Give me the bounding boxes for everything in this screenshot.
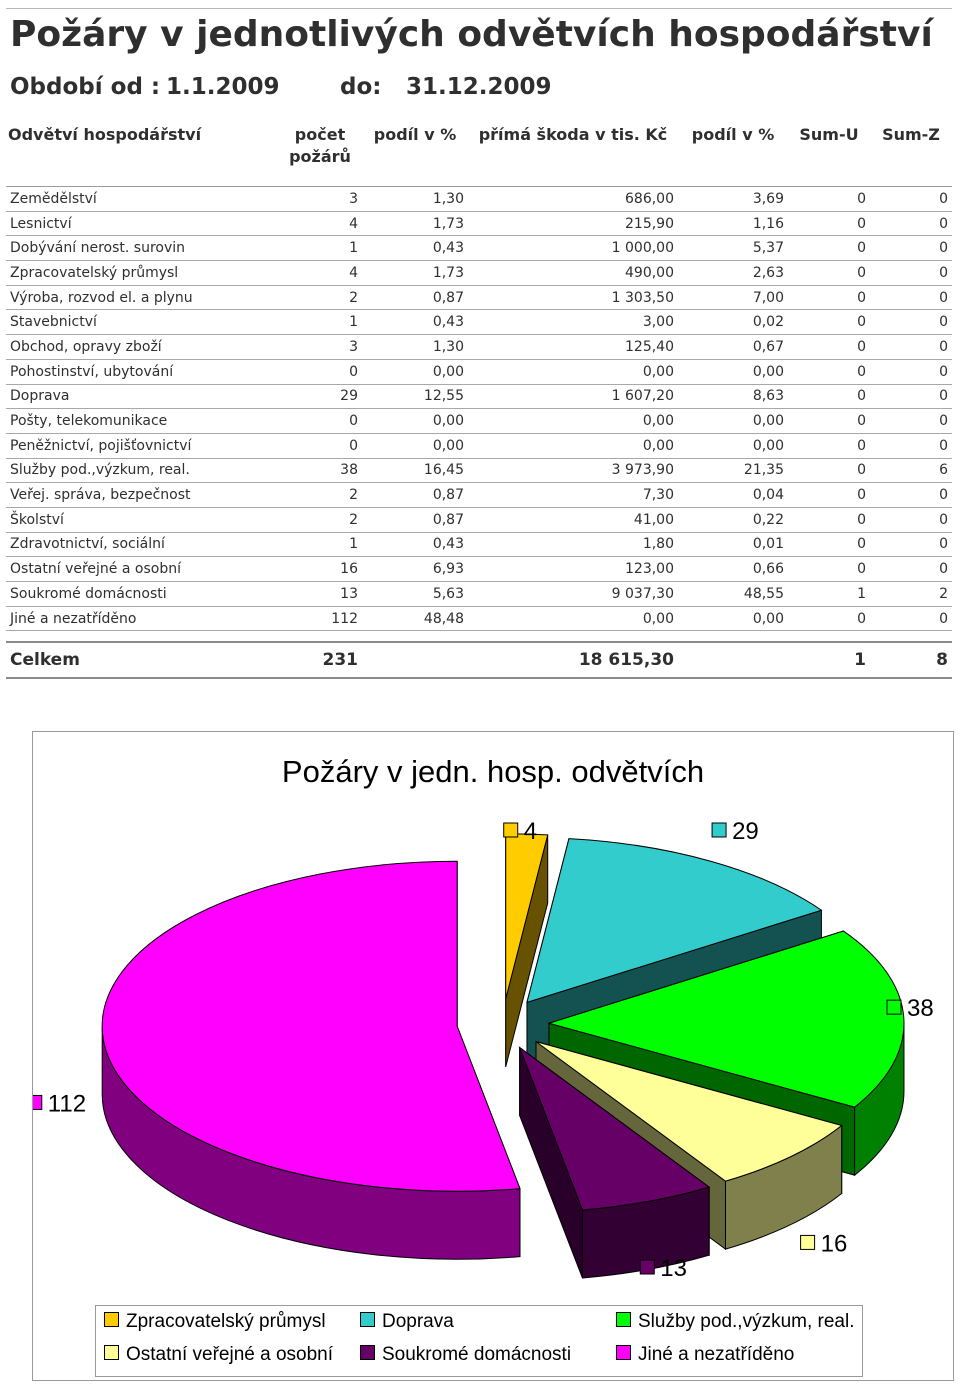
- data-label-key: [712, 823, 726, 837]
- table-cell: 5,37: [678, 236, 788, 261]
- table-cell: 0,01: [678, 532, 788, 557]
- table-cell: 0,43: [362, 236, 468, 261]
- legend-item: [616, 1311, 854, 1333]
- table-cell: 0,00: [678, 606, 788, 631]
- table-cell: 0: [870, 236, 952, 261]
- period-from-label: Období od :: [10, 74, 161, 100]
- table-cell: 1 303,50: [468, 285, 678, 310]
- table-cell: 2: [278, 285, 362, 310]
- column-header: podíl v %: [678, 120, 788, 187]
- chart-title: Požáry v jedn. hosp. odvětvích: [281, 754, 705, 789]
- table-cell: 1,16: [678, 211, 788, 236]
- legend-swatch: [360, 1345, 375, 1360]
- table-total-row: [6, 642, 952, 678]
- column-header: Odvětví hospodářství: [6, 120, 278, 187]
- table-cell: 0: [870, 557, 952, 582]
- table-cell: 7,00: [678, 285, 788, 310]
- legend-item: [104, 1344, 333, 1366]
- table-cell: 0: [870, 310, 952, 335]
- table-cell: 123,00: [468, 557, 678, 582]
- table-row: [6, 335, 952, 360]
- table-cell: Ostatní veřejné a osobní: [6, 557, 278, 582]
- table-cell: 0: [870, 532, 952, 557]
- table-cell: 0: [788, 261, 870, 286]
- total-cell: [362, 642, 468, 678]
- table-cell: 0: [870, 261, 952, 286]
- period-to-value: 31.12.2009: [406, 74, 552, 100]
- table-cell: 2: [278, 483, 362, 508]
- table-cell: 48,48: [362, 606, 468, 631]
- table-cell: 0: [788, 211, 870, 236]
- table-cell: 0,43: [362, 532, 468, 557]
- table-cell: 41,00: [468, 507, 678, 532]
- table-cell: 0: [788, 236, 870, 261]
- table-cell: 0: [788, 606, 870, 631]
- table-cell: 1,80: [468, 532, 678, 557]
- table-cell: 0,00: [362, 359, 468, 384]
- table-cell: 0: [788, 433, 870, 458]
- data-label-key: [504, 823, 518, 837]
- period-from-value: 1.1.2009: [166, 74, 280, 100]
- total-cell: Celkem: [6, 642, 278, 678]
- table-cell: 0,00: [678, 409, 788, 434]
- table-cell: 13: [278, 582, 362, 607]
- table-row: [6, 211, 952, 236]
- legend-swatch: [616, 1312, 631, 1327]
- legend-swatch: [360, 1312, 375, 1327]
- table-cell: 0: [788, 409, 870, 434]
- table-cell: Doprava: [6, 384, 278, 409]
- table-cell: 1 000,00: [468, 236, 678, 261]
- table-cell: Obchod, opravy zboží: [6, 335, 278, 360]
- total-cell: 1: [788, 642, 870, 678]
- table-cell: 1: [278, 310, 362, 335]
- table-cell: 490,00: [468, 261, 678, 286]
- table-row: [6, 409, 952, 434]
- table-cell: Dobývání nerost. surovin: [6, 236, 278, 261]
- table-row: [6, 187, 952, 212]
- table-cell: 0: [870, 285, 952, 310]
- table-cell: 16,45: [362, 458, 468, 483]
- table-cell: 0: [788, 507, 870, 532]
- table-cell: 0: [870, 187, 952, 212]
- column-header: podíl v %: [362, 120, 468, 187]
- table-cell: Stavebnictví: [6, 310, 278, 335]
- table-cell: 4: [278, 261, 362, 286]
- table-cell: Veřej. správa, bezpečnost: [6, 483, 278, 508]
- column-header: Sum-U: [788, 120, 870, 187]
- legend-item: [360, 1311, 454, 1333]
- table-cell: 125,40: [468, 335, 678, 360]
- legend-label: Služby pod.,výzkum, real.: [638, 1311, 855, 1332]
- legend-label: Doprava: [382, 1311, 454, 1332]
- table-cell: Školství: [6, 507, 278, 532]
- table-cell: Lesnictví: [6, 211, 278, 236]
- legend-item: [616, 1344, 794, 1366]
- table-row: [6, 507, 952, 532]
- table-cell: 1: [278, 236, 362, 261]
- table-row: [6, 261, 952, 286]
- data-label-key: [640, 1260, 654, 1274]
- table-cell: Zdravotnictví, sociální: [6, 532, 278, 557]
- data-label-key: [887, 1000, 901, 1014]
- table-cell: Výroba, rozvod el. a plynu: [6, 285, 278, 310]
- table-cell: 5,63: [362, 582, 468, 607]
- table-cell: 0: [870, 483, 952, 508]
- table-cell: 0: [788, 458, 870, 483]
- table-cell: 0: [870, 384, 952, 409]
- data-label: 16: [820, 1230, 848, 1258]
- table-cell: 0: [788, 285, 870, 310]
- legend-label: Zpracovatelský průmysl: [126, 1311, 326, 1332]
- total-cell: 8: [870, 642, 952, 678]
- table-cell: 215,90: [468, 211, 678, 236]
- legend-label: Ostatní veřejné a osobní: [126, 1344, 334, 1365]
- table-cell: 0: [788, 359, 870, 384]
- table-cell: 1 607,20: [468, 384, 678, 409]
- table-row: [6, 236, 952, 261]
- table-cell: 6: [870, 458, 952, 483]
- table-cell: 3: [278, 335, 362, 360]
- table-cell: 1,30: [362, 335, 468, 360]
- data-label: 13: [660, 1255, 687, 1282]
- table-cell: 1: [788, 582, 870, 607]
- table-cell: 3 973,90: [468, 458, 678, 483]
- table-cell: Zemědělství: [6, 187, 278, 212]
- data-label: 38: [907, 995, 934, 1023]
- table-row: [6, 557, 952, 582]
- table-cell: 0,43: [362, 310, 468, 335]
- table-cell: 0: [870, 359, 952, 384]
- table-cell: Zpracovatelský průmysl: [6, 261, 278, 286]
- table-row: [6, 458, 952, 483]
- table-cell: 0: [870, 507, 952, 532]
- legend-swatch: [616, 1345, 631, 1360]
- pie-chart: [33, 732, 953, 1302]
- table-cell: 3,69: [678, 187, 788, 212]
- legend-label: Jiné a nezatříděno: [638, 1344, 795, 1365]
- table-cell: 0: [870, 409, 952, 434]
- table-cell: 21,35: [678, 458, 788, 483]
- table-cell: 2,63: [678, 261, 788, 286]
- pie-slice: [102, 861, 520, 1259]
- table-cell: 38: [278, 458, 362, 483]
- table-cell: Peněžnictví, pojišťovnictví: [6, 433, 278, 458]
- column-header: Sum-Z: [870, 120, 952, 187]
- table-cell: 0,00: [678, 433, 788, 458]
- total-cell: 18 615,30: [468, 642, 678, 678]
- table-cell: Služby pod.,výzkum, real.: [6, 458, 278, 483]
- table-cell: Jiné a nezatříděno: [6, 606, 278, 631]
- data-label-key: [33, 1095, 42, 1109]
- table-cell: 48,55: [678, 582, 788, 607]
- table-cell: 0,00: [468, 606, 678, 631]
- data-label: 4: [523, 818, 538, 845]
- table-cell: 4: [278, 211, 362, 236]
- table-cell: 0,00: [362, 409, 468, 434]
- table-cell: 0: [788, 557, 870, 582]
- table-cell: 0: [278, 359, 362, 384]
- table-cell: 29: [278, 384, 362, 409]
- table-row: [6, 582, 952, 607]
- table-cell: 0,22: [678, 507, 788, 532]
- table-cell: 0,00: [362, 433, 468, 458]
- table-cell: 0: [788, 532, 870, 557]
- chart-legend: [95, 1305, 863, 1377]
- table-cell: 0,02: [678, 310, 788, 335]
- data-label: 112: [47, 1090, 87, 1118]
- table-cell: Soukromé domácnosti: [6, 582, 278, 607]
- table-cell: 0: [278, 409, 362, 434]
- table-row: [6, 433, 952, 458]
- table-row: [6, 285, 952, 310]
- table-cell: 1,30: [362, 187, 468, 212]
- table-cell: 3: [278, 187, 362, 212]
- table-spacer-row: [6, 631, 952, 643]
- table-cell: 7,30: [468, 483, 678, 508]
- table-cell: 0: [870, 335, 952, 360]
- table-row: [6, 532, 952, 557]
- table-cell: 0: [788, 310, 870, 335]
- table-cell: 0,00: [468, 359, 678, 384]
- table-cell: 0: [870, 211, 952, 236]
- table-cell: 0,04: [678, 483, 788, 508]
- table-cell: 0,00: [468, 409, 678, 434]
- table-cell: 686,00: [468, 187, 678, 212]
- total-cell: 231: [278, 642, 362, 678]
- table-body: [6, 187, 952, 643]
- period-to-label: do:: [340, 74, 382, 100]
- legend-label: Soukromé domácnosti: [382, 1344, 572, 1365]
- column-header: přímá škoda v tis. Kč: [468, 120, 678, 187]
- table-row: [6, 606, 952, 631]
- table-cell: 1: [278, 532, 362, 557]
- table-cell: 0,87: [362, 285, 468, 310]
- table-cell: 0: [788, 187, 870, 212]
- table-cell: Pošty, telekomunikace: [6, 409, 278, 434]
- table-cell: 1,73: [362, 211, 468, 236]
- table-cell: 0,00: [678, 359, 788, 384]
- table-cell: 0,67: [678, 335, 788, 360]
- fires-table-container: [6, 120, 952, 679]
- table-cell: 0: [788, 483, 870, 508]
- report-title: Požáry v jednotlivých odvětvích hospodářství: [10, 14, 933, 55]
- table-cell: 1,73: [362, 261, 468, 286]
- top-rule: [6, 8, 952, 9]
- legend-item: [104, 1311, 326, 1333]
- table-cell: 112: [278, 606, 362, 631]
- legend-swatch: [104, 1345, 119, 1360]
- pie-chart-frame: [32, 731, 954, 1381]
- table-row: [6, 384, 952, 409]
- table-cell: 8,63: [678, 384, 788, 409]
- column-header: počet požárů: [278, 120, 362, 187]
- table-cell: 2: [870, 582, 952, 607]
- table-cell: 0,87: [362, 483, 468, 508]
- table-cell: 6,93: [362, 557, 468, 582]
- table-row: [6, 483, 952, 508]
- table-cell: 16: [278, 557, 362, 582]
- table-header-row: [6, 120, 952, 187]
- table-cell: 0: [788, 335, 870, 360]
- table-cell: 9 037,30: [468, 582, 678, 607]
- fires-table: [6, 120, 952, 679]
- table-cell: 0: [788, 384, 870, 409]
- table-cell: 0,87: [362, 507, 468, 532]
- table-cell: 2: [278, 507, 362, 532]
- table-cell: 3,00: [468, 310, 678, 335]
- table-cell: 0: [278, 433, 362, 458]
- table-row: [6, 310, 952, 335]
- table-cell: 0,66: [678, 557, 788, 582]
- table-cell: 0: [870, 606, 952, 631]
- legend-item: [360, 1344, 571, 1366]
- data-label: 29: [732, 818, 759, 845]
- table-cell: 0,00: [468, 433, 678, 458]
- table-row: [6, 359, 952, 384]
- table-cell: 12,55: [362, 384, 468, 409]
- total-cell: [678, 642, 788, 678]
- legend-swatch: [104, 1312, 119, 1327]
- table-cell: Pohostinství, ubytování: [6, 359, 278, 384]
- data-label-key: [801, 1235, 815, 1249]
- table-cell: 0: [870, 433, 952, 458]
